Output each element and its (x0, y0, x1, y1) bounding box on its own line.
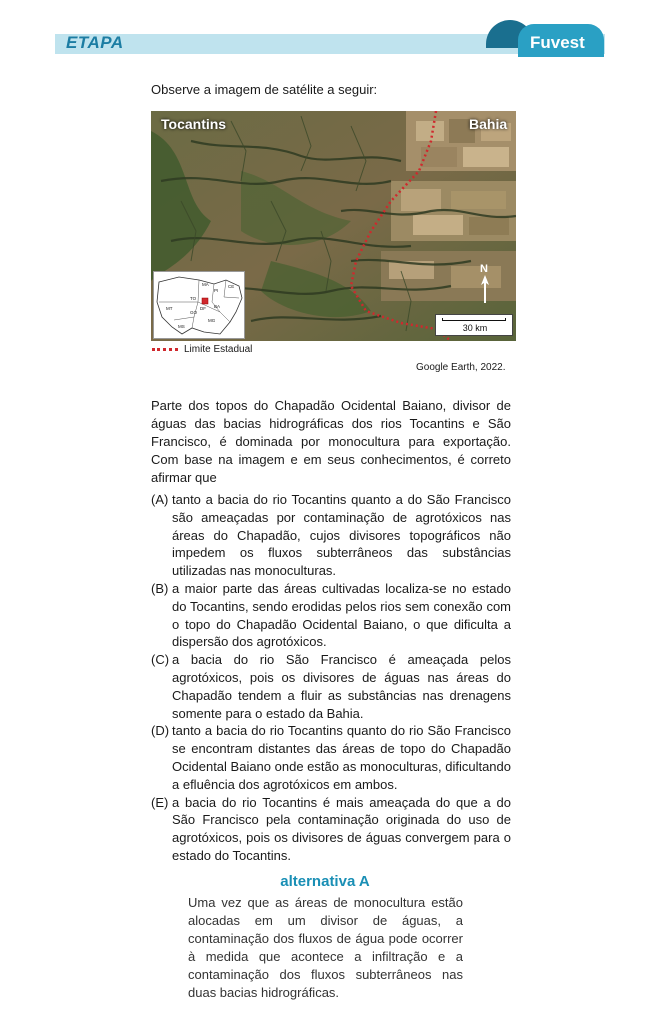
svg-text:DF: DF (200, 306, 206, 311)
question-intro: Observe a imagem de satélite a seguir: (151, 82, 378, 97)
legend-label: Limite Estadual (184, 344, 253, 355)
scale-line (442, 318, 506, 321)
option-text: a maior parte das áreas cultivadas localiza-se no estado do Tocantins, sendo erodidas pelos rios sem conexão com o topo do Chapadão Ocidental Baiano, o que dificulta a dispersão dos agrotóxicos. (172, 580, 511, 650)
satellite-image (151, 111, 516, 341)
option-d (151, 722, 511, 793)
option-text: a bacia do rio Tocantins é mais ameaçada do que a do São Francisco pela contaminação originada do uso de agrotóxicos, pois os divisores de águas convergem para o estado do Tocantins. (172, 794, 511, 863)
option-text: tanto a bacia do rio Tocantins quanto a do São Francisco são ameaçadas por contaminação de agrotóxicos nas áreas do Chapadão, cujos divisores topográficos não impedem os fluxos subterrâneos das substâncias utilizadas nas monoculturas. (172, 492, 511, 579)
svg-text:MA: MA (202, 282, 209, 287)
map-label-bahia: Bahia (469, 116, 508, 132)
border-legend-icon (152, 348, 178, 351)
answer-title: alternativa A (280, 873, 370, 890)
answer-explanation: Uma vez que as áreas de monocultura estão alocadas em um divisor de águas, a contaminação dos fluxos de água pode ocorrer à medida que acontece a infiltração e a contaminação dos fluxos subterrâneos nas duas bacias hidrográficas. (188, 895, 463, 1000)
map-label-tocantins: Tocantins (161, 116, 227, 132)
svg-text:MG: MG (208, 318, 216, 323)
option-letter: (D) (151, 723, 170, 739)
etapa-logo: ETAPA (66, 33, 124, 52)
option-c (151, 651, 511, 722)
north-arrow-icon (475, 261, 495, 305)
scale-bar (435, 314, 513, 336)
option-b (151, 580, 511, 651)
svg-text:CE: CE (228, 284, 235, 289)
svg-text:MS: MS (178, 324, 185, 329)
option-letter: (C) (151, 652, 170, 668)
option-letter: (B) (151, 580, 169, 596)
option-letter: (E) (151, 794, 169, 810)
svg-text:MT: MT (166, 306, 173, 311)
answer-options (151, 491, 511, 865)
option-letter: (A) (151, 492, 169, 507)
image-source: Google Earth, 2022. (416, 362, 506, 373)
exam-name: Fuvest (530, 33, 585, 52)
option-text: a bacia do rio São Francisco é ameaçada pelos agrotóxicos, pois os divisores de águas nas áreas do Chapadão tendem a fluir as substâncias nas drenagens somente para o estado da Bahia. (172, 652, 511, 721)
scale-label: 30 km (462, 323, 488, 333)
option-text: tanto a bacia do rio Tocantins quanto do rio São Francisco se encontram distantes das áreas de topo do Chapadão Ocidental Baiano onde estão as monoculturas, dificultando a efluência dos agrotóxicos em ambos. (172, 723, 511, 792)
svg-text:TO: TO (190, 296, 197, 301)
option-e (151, 794, 511, 865)
locator-inset-map (153, 271, 245, 339)
map-legend (152, 344, 252, 355)
option-a (151, 491, 511, 580)
question-statement: Parte dos topos do Chapadão Ocidental Baiano, divisor de águas das bacias hidrográficas dos rios Tocantins e São Francisco, é dominada por monocultura para exportação. Com base na imagem e em seus conhecimentos, é correto afirmar que (151, 398, 511, 485)
svg-text:GO: GO (190, 310, 198, 315)
north-label: N (480, 263, 488, 275)
svg-text:BA: BA (214, 304, 221, 309)
svg-text:PI: PI (214, 288, 219, 293)
